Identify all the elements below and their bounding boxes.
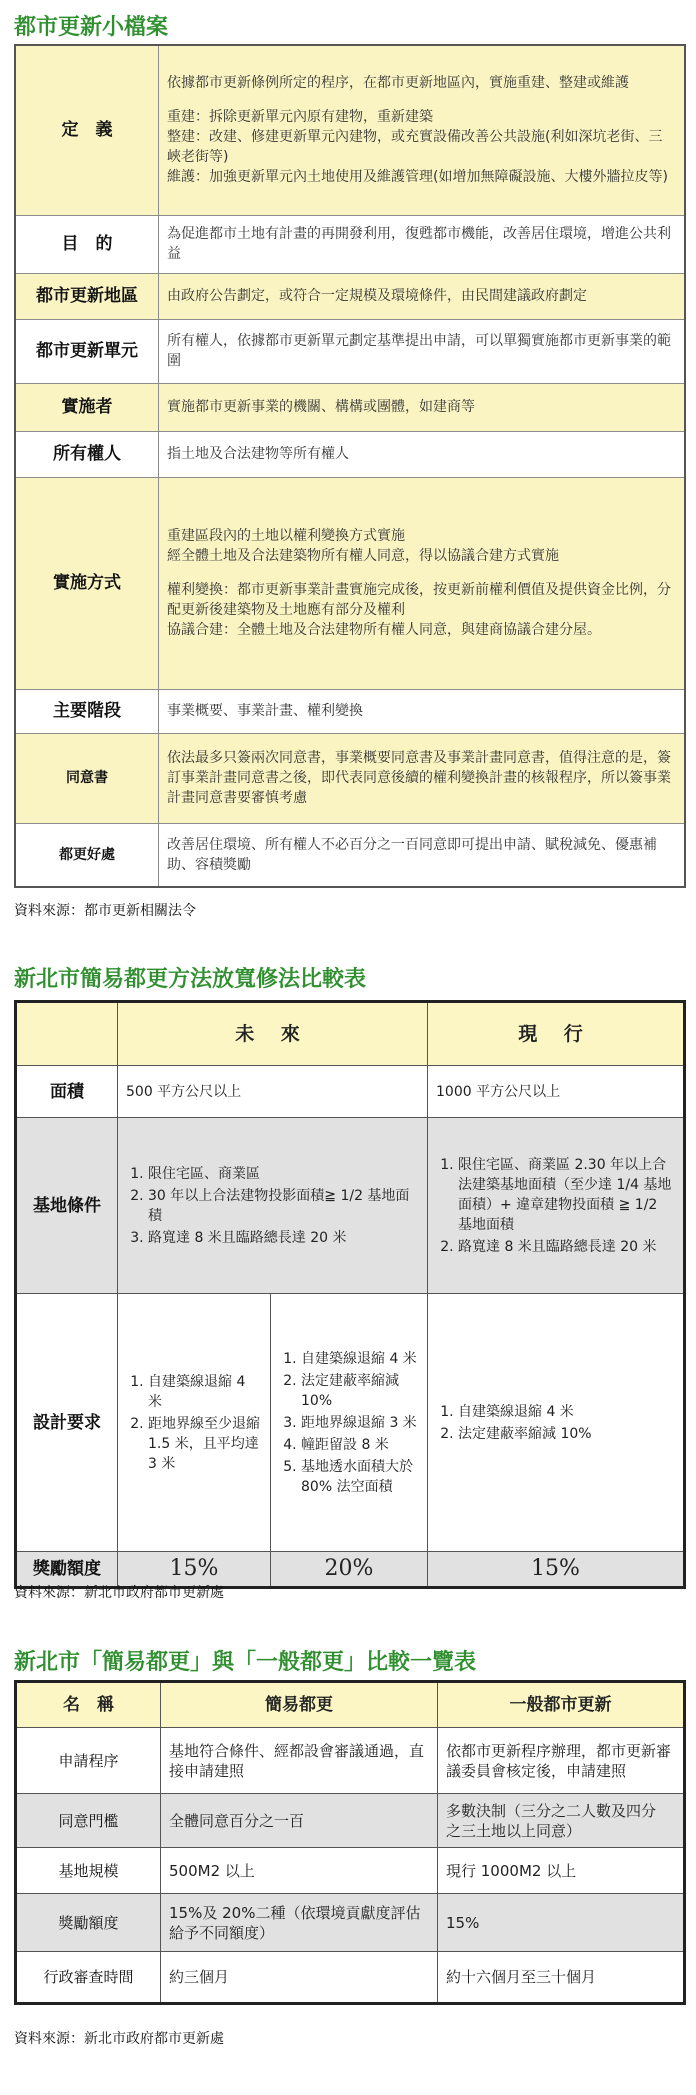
value-line: 依據都市更新條例所定的程序，在都市更新地區內，實施重建、整建或維護 <box>167 75 629 92</box>
list-item: 3. 距地界線退縮 3 米 <box>301 1413 419 1433</box>
design-future-a <box>118 1294 271 1552</box>
row-label: 主要階段 <box>15 689 159 733</box>
row-value <box>159 45 686 215</box>
row-label: 實施方式 <box>15 477 159 689</box>
urban-renewal-info-table <box>14 44 686 888</box>
simple-value: 約三個月 <box>161 1952 438 2004</box>
list-item: 5. 基地透水面積大於 80% 法空面積 <box>301 1457 419 1497</box>
value-line: 協議合建：全體土地及合法建物所有權人同意，與建商協議合建分屋。 <box>167 622 601 638</box>
row-label-base: 基地條件 <box>16 1118 118 1294</box>
value-line <box>167 566 676 580</box>
list-item: 4. 幢距留設 8 米 <box>301 1435 419 1455</box>
row-label-bonus: 獎勵額度 <box>16 1552 118 1588</box>
value-line: 指土地及合法建物等所有權人 <box>167 446 349 462</box>
value-line: 經全體土地及合法建築物所有權人同意，得以協議合建方式實施 <box>167 548 559 564</box>
section2-source: 資料來源：新北市政府都市更新處 <box>14 1585 224 1601</box>
row-label: 定 義 <box>15 45 159 215</box>
row-label: 獎勵額度 <box>16 1894 161 1952</box>
list-item: 1. 限住宅區、商業區 2.30 年以上合法建築基地面積（至少達 1/4 基地面積）+ 違章建物投面積 ≧ 1/2 基地面積 <box>458 1155 675 1235</box>
value-line: 改善居住環境、所有權人不必百分之一百同意即可提出申請、賦稅減免、優惠補助、容積獎勵 <box>167 836 657 873</box>
row-label: 基地規模 <box>16 1848 161 1894</box>
row-label: 都市更新地區 <box>15 273 159 319</box>
section2-title: 新北市簡易都更方法放寬修法比較表 <box>14 967 367 992</box>
row-value <box>159 215 686 273</box>
col-future-header: 未 來 <box>118 1002 428 1066</box>
general-value: 現行 1000M2 以上 <box>438 1848 685 1894</box>
value-line: 由政府公告劃定，或符合一定規模及環境條件，由民間建議政府劃定 <box>167 288 587 304</box>
simple-vs-general-table <box>14 1680 686 2005</box>
row-value <box>159 733 686 823</box>
list-item: 3. 路寬達 8 米且臨路總長達 20 米 <box>148 1228 419 1248</box>
list-item: 2. 法定建蔽率縮減 10% <box>301 1371 419 1411</box>
value-line: 所有權人，依據都市更新單元劃定基準提出申請，可以單獨實施都市更新事業的範圍 <box>167 333 671 369</box>
row-value <box>159 477 686 689</box>
header-name: 名 稱 <box>16 1682 161 1728</box>
general-value: 依都市更新程序辦理，都市更新審議委員會核定後，申請建照 <box>438 1728 685 1794</box>
list-item: 1. 自建築線退縮 4 米 <box>148 1372 262 1412</box>
section3-title: 新北市「簡易都更」與「一般都更」比較一覽表 <box>14 1650 477 1675</box>
list-item: 1. 限住宅區、商業區 <box>148 1164 419 1184</box>
value-line: 維護：加強更新單元內土地使用及維護管理(如增加無障礙設施、大樓外牆拉皮等) <box>167 169 668 186</box>
value-line: 重建區段內的土地以權利變換方式實施 <box>167 528 405 544</box>
row-label: 都更好處 <box>15 823 159 887</box>
col-current-header: 現 行 <box>428 1002 685 1066</box>
bonus-b: 20% <box>271 1552 428 1588</box>
row-label: 同意門檻 <box>16 1794 161 1848</box>
list-item: 2. 距地界線至少退縮 1.5 米，且平均達 3 米 <box>148 1414 262 1474</box>
area-future: 500 平方公尺以上 <box>118 1066 428 1118</box>
row-label: 所有權人 <box>15 431 159 477</box>
row-value <box>159 823 686 887</box>
base-future <box>118 1118 428 1294</box>
row-label-design: 設計要求 <box>16 1294 118 1552</box>
simple-value: 15%及 20%二種（依環境貢獻度評估給予不同額度） <box>161 1894 438 1952</box>
area-current: 1000 平方公尺以上 <box>428 1066 685 1118</box>
bonus-a: 15% <box>118 1552 271 1588</box>
design-current <box>428 1294 685 1552</box>
simple-value: 500M2 以上 <box>161 1848 438 1894</box>
row-label: 實施者 <box>15 383 159 431</box>
simple-renewal-comparison-table <box>14 1000 686 1589</box>
value-line: 重建：拆除更新單元內原有建物，重新建築 <box>167 109 433 126</box>
row-value <box>159 431 686 477</box>
row-label: 目 的 <box>15 215 159 273</box>
row-label: 都市更新單元 <box>15 319 159 383</box>
header-general: 一般都市更新 <box>438 1682 685 1728</box>
value-line: 事業概要、事業計畫、權利變換 <box>167 703 363 719</box>
value-line: 實施都市更新事業的機關、構構或團體，如建商等 <box>167 399 475 415</box>
row-label: 申請程序 <box>16 1728 161 1794</box>
row-value <box>159 689 686 733</box>
value-line: 依法最多只簽兩次同意書，事業概要同意書及事業計畫同意書，值得注意的是，簽訂事業計畫同意書之後，即代表同意後續的權利變換計畫的核報程序，所以簽事業計畫同意書要審慎考慮 <box>167 750 671 806</box>
row-value <box>159 319 686 383</box>
general-value: 15% <box>438 1894 685 1952</box>
list-item: 2. 法定建蔽率縮減 10% <box>458 1424 675 1444</box>
list-item: 2. 30 年以上合法建物投影面積≧ 1/2 基地面積 <box>148 1186 419 1226</box>
list-item: 1. 自建築線退縮 4 米 <box>458 1402 675 1422</box>
section3-source: 資料來源：新北市政府都市更新處 <box>14 2031 224 2047</box>
row-value <box>159 273 686 319</box>
simple-value: 全體同意百分之一百 <box>161 1794 438 1848</box>
value-line: 為促進都市土地有計畫的再開發利用，復甦都市機能，改善居住環境，增進公共利益 <box>167 226 671 262</box>
bonus-current: 15% <box>428 1552 685 1588</box>
header-simple: 簡易都更 <box>161 1682 438 1728</box>
row-label-area: 面積 <box>16 1066 118 1118</box>
corner-cell <box>16 1002 118 1066</box>
general-value: 約十六個月至三十個月 <box>438 1952 685 2004</box>
section1-source: 資料來源：都市更新相關法令 <box>14 903 196 919</box>
design-future-b <box>271 1294 428 1552</box>
value-line <box>167 93 676 107</box>
list-item: 2. 路寬達 8 米且臨路總長達 20 米 <box>458 1237 675 1257</box>
value-line: 整建：改建、修建更新單元內建物，或充實設備改善公共設施(利如深坑老街、三峽老街等) <box>167 129 663 166</box>
row-label: 行政審查時間 <box>16 1952 161 2004</box>
general-value: 多數決制（三分之二人數及四分 之三土地以上同意） <box>438 1794 685 1848</box>
list-item: 1. 自建築線退縮 4 米 <box>301 1349 419 1369</box>
value-line: 權利變換：都市更新事業計畫實施完成後，按更新前權利價值及提供資金比例，分配更新後建築物及土地應有部分及權利 <box>167 582 671 618</box>
section1-title: 都市更新小檔案 <box>14 15 169 40</box>
simple-value: 基地符合條件、經都設會審議通過，直接申請建照 <box>161 1728 438 1794</box>
row-label: 同意書 <box>15 733 159 823</box>
base-current <box>428 1118 685 1294</box>
row-value <box>159 383 686 431</box>
